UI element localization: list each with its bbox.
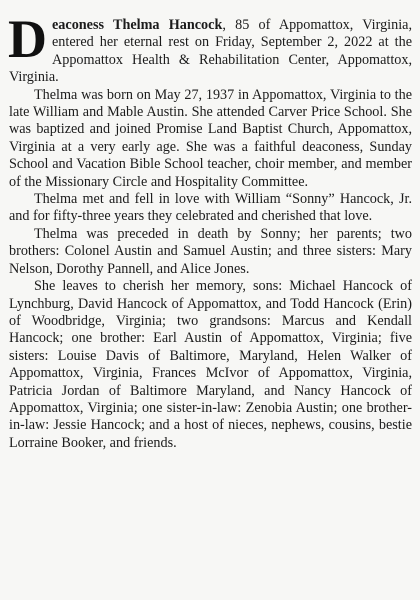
- survivors-paragraph: She leaves to cherish her memory, sons: Michael Hancock of Lynchburg, David Hancock of Appomattox, and Todd Hancock (Erin) of Woodbridge, Virginia; two grandsons: Marcus and Kendall Hancock; one brother: Earl Austin of Appomattox, Virginia; five sisters: Louise Davis of Baltimore, Maryland, Helen Walker of Appomattox, Virginia, Frances McIvor of Appomattox, Virginia, Patricia Jordan of Baltimore Maryland, and Nancy Hancock of Appomattox, Virginia; one sister-in-law: Zenobia Austin; one brother-in-law: Jessie Hancock; and a host of nieces, nephews, cousins, bestie Lorraine Booker, and friends.: [9, 278, 412, 451]
- preceded-in-death-paragraph: Thelma was preceded in death by Sonny; her parents; two brothers: Colonel Austin and Samuel Austin; and three sisters: Mary Nelson, Dorothy Pannell, and Alice Jones.: [9, 225, 412, 277]
- biography-paragraph: Thelma was born on May 27, 1937 in Appomattox, Virginia to the late William and Mable Austin. She attended Carver Price School. She was baptized and joined Promise Land Baptist Church, Appomattox, Virginia at a very early age. She was a faithful deaconess, Sunday School and Vacation Bible School teacher, choir member, and member of the Missionary Circle and Hospitality Committee.: [9, 86, 412, 190]
- drop-cap-letter: D: [8, 9, 47, 69]
- obituary-article: [8, 9, 412, 452]
- opening-text: , 85 of Appomattox, Virginia, entered her eternal rest on Friday, September 2, 2022 at the Appomattox Health & Rehabilitation Center, Appomattox, Virginia.: [9, 17, 412, 86]
- marriage-paragraph: Thelma met and fell in love with William “Sonny” Hancock, Jr. and for fifty-three years they celebrated and cherished that love.: [9, 191, 412, 225]
- deceased-name: eaconess Thelma Hancock: [52, 17, 223, 33]
- opening-paragraph: [8, 9, 412, 87]
